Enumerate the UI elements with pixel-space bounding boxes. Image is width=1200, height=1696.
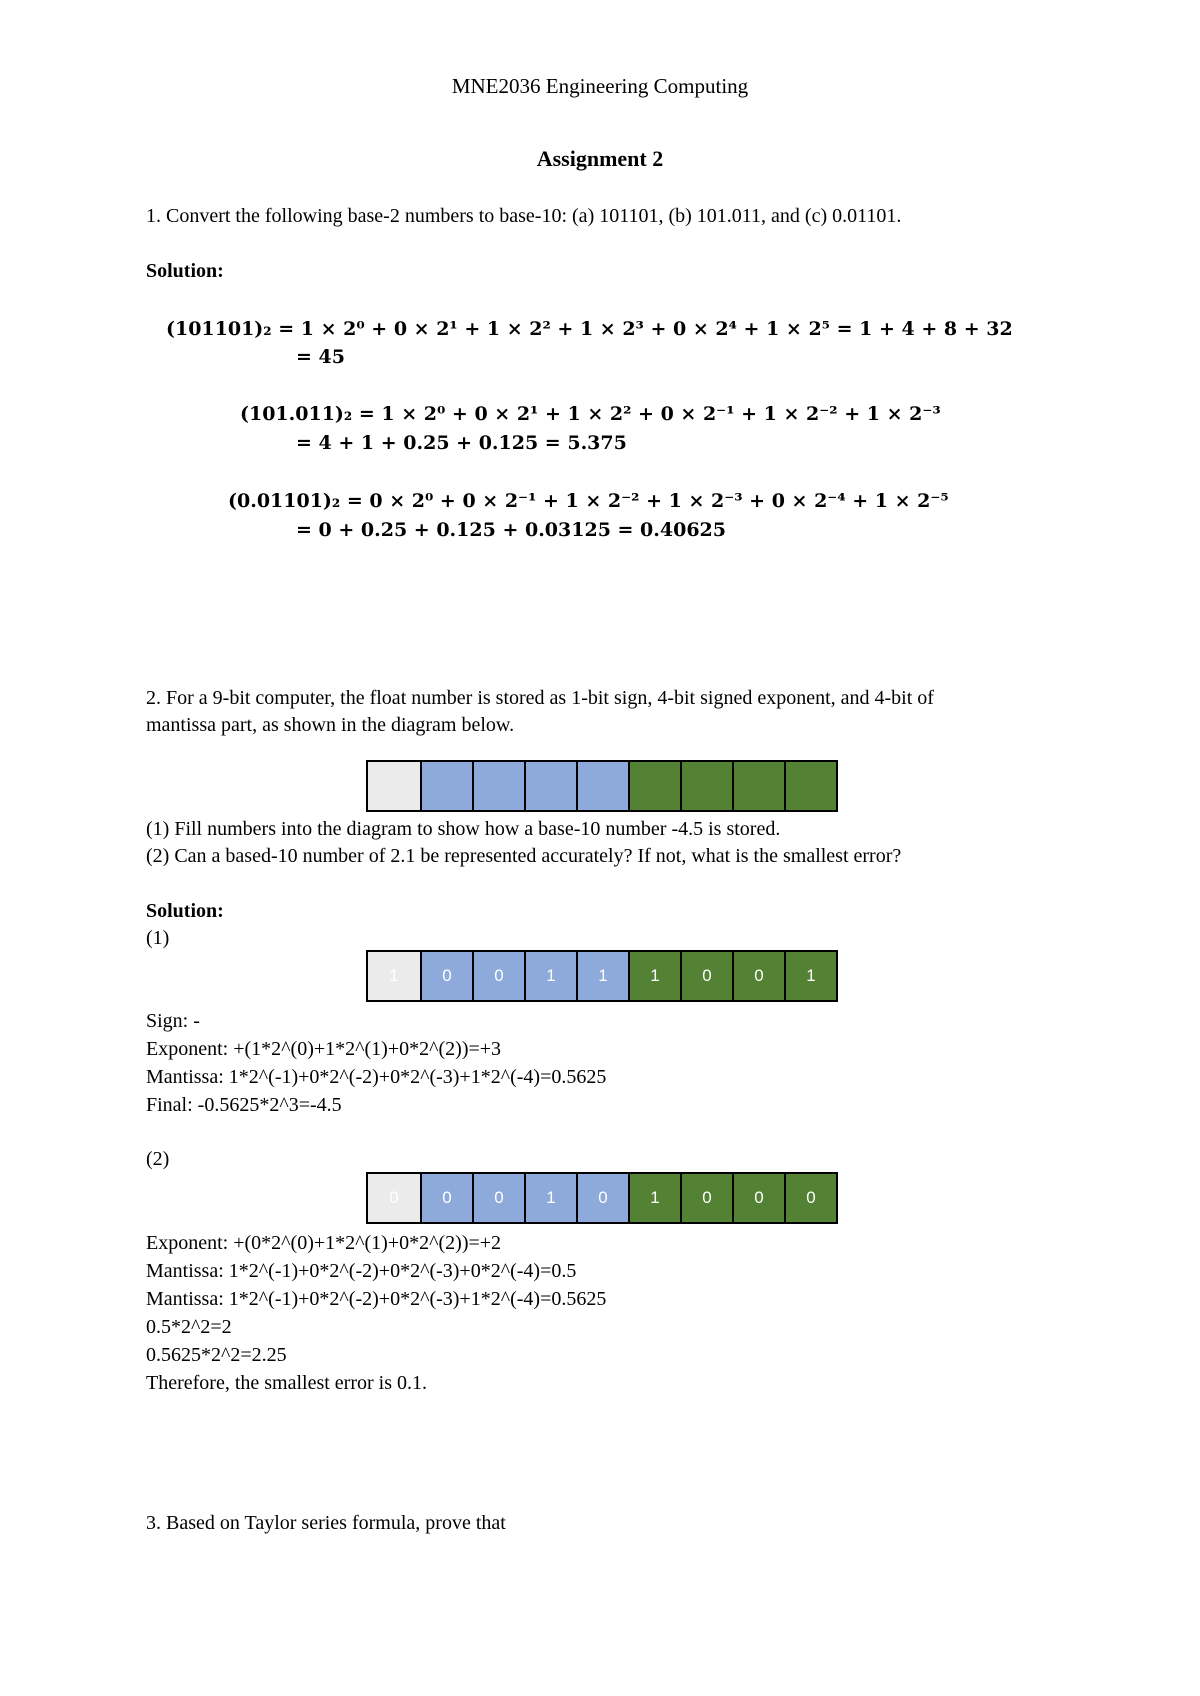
q2-sol2-calc-a: 0.5*2^2=2 <box>146 1316 232 1338</box>
exponent-bit-cell: 0 <box>472 1174 524 1222</box>
mantissa-bit-cell: 0 <box>732 952 784 1000</box>
q2-sol2-mantissa-a: Mantissa: 1*2^(-1)+0*2^(-2)+0*2^(-3)+0*2^(-4)=0.5 <box>146 1260 577 1282</box>
mantissa-bit-cell: 0 <box>732 1174 784 1222</box>
mantissa-bit-cell: 1 <box>628 952 680 1000</box>
sign-bit-cell: 0 <box>368 1174 420 1222</box>
q1-eq-b-line2: = 4 + 1 + 0.25 + 0.125 = 5.375 <box>296 432 627 454</box>
q2-part1: (1) Fill numbers into the diagram to show how a base-10 number -4.5 is stored. <box>146 818 781 840</box>
mantissa-bit-cell <box>732 762 784 810</box>
q2-question-line1: 2. For a 9-bit computer, the float number is stored as 1-bit sign, 4-bit signed exponent, and 4-bit of <box>146 687 934 709</box>
mantissa-bit-cell: 0 <box>784 1174 836 1222</box>
mantissa-bit-cell <box>680 762 732 810</box>
mantissa-bit-cell <box>784 762 836 810</box>
bit-diagram-solution-2 <box>366 1172 838 1224</box>
q2-sol1-sign: Sign: - <box>146 1010 200 1032</box>
exponent-bit-cell: 0 <box>472 952 524 1000</box>
q2-solution-label: Solution: <box>146 900 224 922</box>
q2-sol2-exponent: Exponent: +(0*2^(0)+1*2^(1)+0*2^(2))=+2 <box>146 1232 502 1254</box>
exponent-bit-cell: 0 <box>576 1174 628 1222</box>
mantissa-bit-cell: 0 <box>680 952 732 1000</box>
q2-sol2-calc-b: 0.5625*2^2=2.25 <box>146 1344 287 1366</box>
exponent-bit-cell: 0 <box>420 952 472 1000</box>
q1-question: 1. Convert the following base-2 numbers to base-10: (a) 101101, (b) 101.011, and (c) 0.01101. <box>146 205 902 227</box>
q2-sol2-mantissa-b: Mantissa: 1*2^(-1)+0*2^(-2)+0*2^(-3)+1*2^(-4)=0.5625 <box>146 1288 607 1310</box>
q3-question: 3. Based on Taylor series formula, prove that <box>146 1512 506 1534</box>
page-title: Assignment 2 <box>536 146 664 171</box>
q1-eq-b-line1: (101.011)₂ = 1 × 2⁰ + 0 × 2¹ + 1 × 2² + 0 × 2⁻¹ + 1 × 2⁻² + 1 × 2⁻³ <box>240 403 941 425</box>
mantissa-bit-cell: 0 <box>680 1174 732 1222</box>
q2-sol1-mantissa: Mantissa: 1*2^(-1)+0*2^(-2)+0*2^(-3)+1*2^(-4)=0.5625 <box>146 1066 607 1088</box>
exponent-bit-cell <box>472 762 524 810</box>
exponent-bit-cell: 1 <box>524 1174 576 1222</box>
exponent-bit-cell: 1 <box>576 952 628 1000</box>
q2-part2: (2) Can a based-10 number of 2.1 be represented accurately? If not, what is the smallest error? <box>146 845 902 867</box>
q2-question-line2: mantissa part, as shown in the diagram below. <box>146 714 515 736</box>
page-header: MNE2036 Engineering Computing <box>451 74 749 98</box>
mantissa-bit-cell <box>628 762 680 810</box>
q1-eq-a-line1: (101101)₂ = 1 × 2⁰ + 0 × 2¹ + 1 × 2² + 1 × 2³ + 0 × 2⁴ + 1 × 2⁵ = 1 + 4 + 8 + 32 <box>166 318 1013 340</box>
q2-sol1-final: Final: -0.5625*2^3=-4.5 <box>146 1094 342 1116</box>
q1-eq-c-line2: = 0 + 0.25 + 0.125 + 0.03125 = 0.40625 <box>296 519 726 541</box>
mantissa-bit-cell: 1 <box>784 952 836 1000</box>
q2-sol2-label: (2) <box>146 1148 170 1170</box>
exponent-bit-cell <box>576 762 628 810</box>
q1-solution-label: Solution: <box>146 260 224 282</box>
exponent-bit-cell: 1 <box>524 952 576 1000</box>
sign-bit-cell <box>368 762 420 810</box>
q1-eq-c-line1: (0.01101)₂ = 0 × 2⁰ + 0 × 2⁻¹ + 1 × 2⁻² + 1 × 2⁻³ + 0 × 2⁻⁴ + 1 × 2⁻⁵ <box>228 490 949 512</box>
bit-diagram-solution-1 <box>366 950 838 1002</box>
q2-sol1-label: (1) <box>146 927 170 949</box>
exponent-bit-cell <box>420 762 472 810</box>
sign-bit-cell: 1 <box>368 952 420 1000</box>
bit-diagram-empty <box>366 760 838 812</box>
mantissa-bit-cell: 1 <box>628 1174 680 1222</box>
q2-sol1-exponent: Exponent: +(1*2^(0)+1*2^(1)+0*2^(2))=+3 <box>146 1038 502 1060</box>
q2-sol2-conclusion: Therefore, the smallest error is 0.1. <box>146 1372 428 1394</box>
q1-eq-a-line2: = 45 <box>296 346 345 368</box>
exponent-bit-cell: 0 <box>420 1174 472 1222</box>
exponent-bit-cell <box>524 762 576 810</box>
